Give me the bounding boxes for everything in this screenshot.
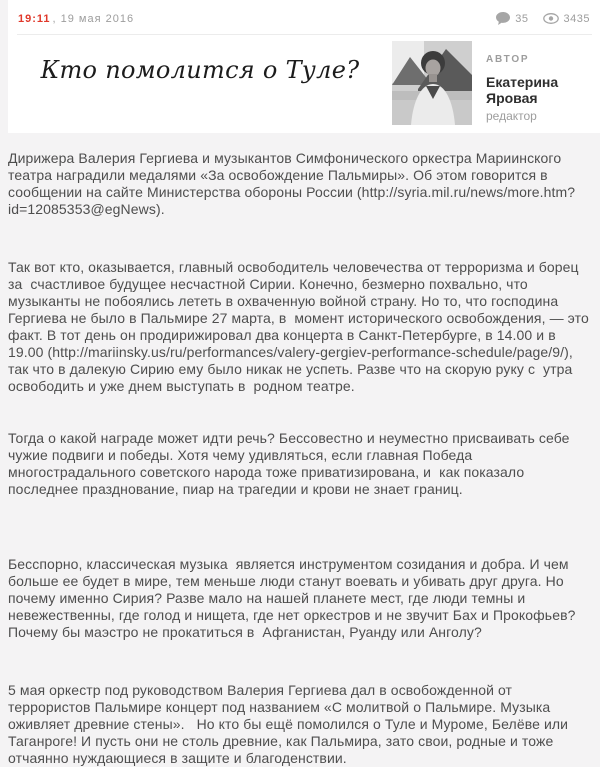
publish-date: , 19 мая 2016: [52, 12, 135, 25]
author-info: [486, 41, 568, 125]
paragraph: Дирижера Валерия Гергиева и музыкантов Симфонического оркестра Мариинского театра наградили медалями «За освобождение Пальмиры». Об этом говорится в сообщении на сайте Министерства обороны России (http://syria.mil.ru/news/more.htm?id=12085353@egNews).: [8, 150, 576, 217]
author-name[interactable]: Екатерина Яровая: [486, 74, 559, 106]
paragraph: 5 мая оркестр под руководством Валерия Гергиева дал в освобожденной от террористов Пальмире концерт под названием «С молитвой о Пальмире. Музыка оживляет древние стены». Но кто бы ещё помолился о Туле и Муроме, Белёве или Таганроге! И пусть они не столь древние, как Пальмира, зато свои, родные и тоже отчаянно нуждающиеся в защите и благоденствии.: [8, 682, 573, 766]
eye-icon: [543, 13, 559, 24]
article-body: [0, 133, 600, 767]
meta-row: [8, 0, 600, 34]
page-title: Кто помолится о Туле?: [40, 56, 360, 84]
comments-stat[interactable]: [496, 12, 528, 25]
views-count: 3435: [563, 12, 590, 25]
comment-bubble-icon: [496, 12, 510, 25]
paragraph: Тогда о какой награде может идти речь? Бессовестно и неуместно присваивать себе чужие подвиги и победы. Хотя чему удивляться, если главная Победа многострадального советского народа тоже приватизирована, и как показало последнее празднование, пиар на трагедии и крови не знает границ.: [8, 430, 574, 497]
publish-datetime: [18, 13, 134, 25]
author-photo[interactable]: [392, 41, 472, 125]
publish-time: 19:11: [18, 12, 51, 25]
author-label: АВТОР: [486, 54, 530, 65]
comments-count: 35: [515, 12, 529, 25]
author-role: редактор: [486, 109, 537, 123]
article-header: [8, 0, 600, 133]
views-stat: [543, 13, 590, 25]
title-row: [8, 35, 600, 125]
title-box: [8, 41, 392, 125]
author-block: [392, 41, 594, 125]
paragraph: Бесспорно, классическая музыка является инструментом созидания и добра. И чем больше ее будет в мире, тем меньше люди станут воевать и убивать друг друга. Но почему именно Сирия? Разве мало на нашей планете мест, где люди темны и невежественны, где голод и нищета, где нет оркестров и не звучит Бах и Прокофьев? Почему бы маэстро не прокатиться в Афганистан, Руанду или Анголу?: [8, 556, 580, 640]
paragraph: Так вот кто, оказывается, главный освободитель человечества от терроризма и борец за счастливое будущее несчастной Сирии. Конечно, безмерно похвально, что музыканты не побоялись лететь в охваченную войной страну. Но то, что господина Гергиева не было в Пальмире 27 марта, в момент исторического освобождения, — это факт. В тот день он продирижировал два концерта в Санкт-Петербурге, в 14.00 и в 19.00 (http://mariinsky.us/ru/performances/valery-gergiev-performance-schedule/page/9/), так что в далекую Сирию ему было никак не успеть. Разве что на скорую руку с утра освободить и уже днем выступать в родном театре.: [8, 259, 593, 394]
article-stats: [482, 12, 590, 25]
